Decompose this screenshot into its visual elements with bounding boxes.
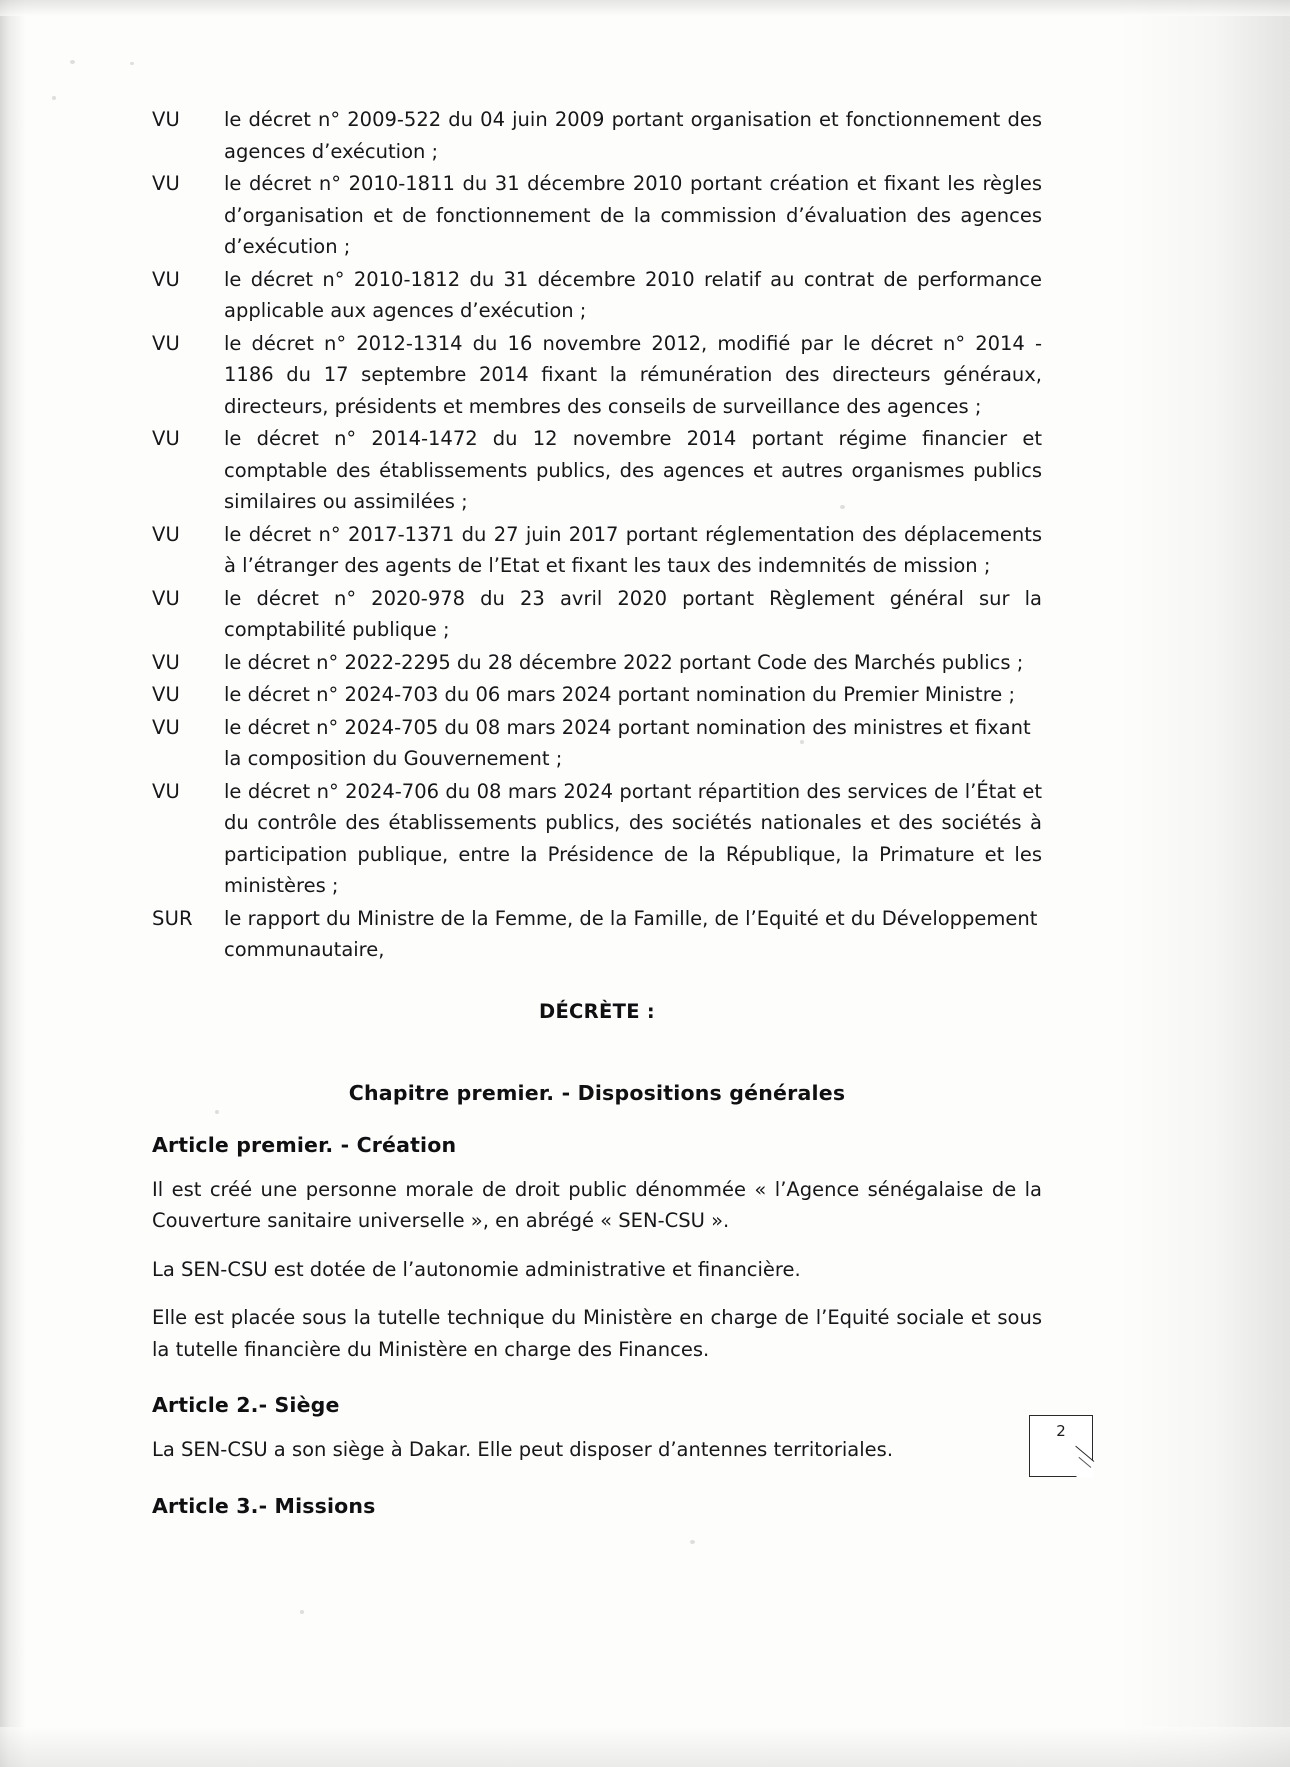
scan-speckle [52,96,56,100]
scan-edge-shadow-bottom [0,1727,1290,1767]
citation-row [152,647,1042,679]
article-2-paragraph: La SEN-CSU a son siège à Dakar. Elle peut disposer d’antennes territoriales. [152,1438,894,1461]
article-1-paragraph: Elle est placée sous la tutelle technique du Ministère en charge de l’Equité sociale et sous la tutelle financière du Ministère en charge des Finances. [152,1306,1042,1361]
citation-keyword: VU [152,586,181,610]
citation-text: le décret n° 2012-1314 du 16 novembre 2012, modifié par le décret n° 2014 - 1186 du 17 septembre 2014 fixant la rémunération des directeurs généraux, directeurs, présidents et membres des conseils de surveillance des agences ; [224,331,1042,418]
citation-row [152,776,1042,902]
citation-text: le décret n° 2020-978 du 23 avril 2020 portant Règlement général sur la comptabilité publique ; [224,586,1042,641]
document-body [152,104,1042,1518]
scan-edge-shadow-right [1120,0,1290,1767]
scan-edge-shadow-left [0,0,26,1767]
citation-text: le décret n° 2010-1811 du 31 décembre 2010 portant création et fixant les règles d’organisation et de fonctionnement de la commission d’évaluation des agences d’exécution ; [224,172,1042,258]
article-2-heading: Article 2.- Siège [152,1393,340,1417]
citation-row [152,328,1042,423]
citation-keyword: VU [152,522,181,546]
citation-row [152,168,1042,263]
citation-keyword: VU [152,715,181,739]
citation-text: le décret n° 2022-2295 du 28 décembre 2022 portant Code des Marchés publics ; [224,650,1024,674]
article-1-heading: Article premier. - Création [152,1132,457,1157]
citation-keyword: VU [152,172,181,195]
scan-speckle [300,1610,304,1614]
citation-keyword: VU [152,427,181,450]
citation-keyword: VU [152,267,181,291]
citation-text: le décret n° 2009-522 du 04 juin 2009 portant organisation et fonctionnement des agences d’exécution ; [224,108,1042,163]
citation-keyword: VU [152,650,181,674]
citation-row [152,712,1042,775]
citation-text: le rapport du Ministre de la Femme, de la Famille, de l’Equité et du Développement communautaire, [224,906,1038,961]
article-1-paragraph: Il est créé une personne morale de droit public dénommée « l’Agence sénégalaise de la Couverture sanitaire universelle », en abrégé « SEN-CSU ». [152,1177,1042,1232]
citation-keyword: VU [152,683,181,706]
scan-speckle [70,60,75,64]
citation-text: le décret n° 2024-705 du 08 mars 2024 portant nomination des ministres et fixant la composition du Gouvernement ; [224,715,1031,770]
citation-keyword: SUR [152,906,193,930]
citation-row [152,583,1042,646]
citation-row [152,679,1042,711]
scan-edge-shadow-top [0,0,1290,16]
citation-row [152,519,1042,582]
citation-row [152,903,1042,966]
citation-text: le décret n° 2024-706 du 08 mars 2024 portant répartition des services de l’État et du contrôle des établissements publics, des sociétés nationales et des sociétés à participation publique, entre la Présidence de la République, la Primature et les ministères ; [224,779,1042,897]
article-1-paragraph: La SEN-CSU est dotée de l’autonomie administrative et financière. [152,1257,801,1281]
citation-text: le décret n° 2010-1812 du 31 décembre 2010 relatif au contrat de performance applicable aux agences d’exécution ; [224,267,1042,322]
citation-row [152,264,1042,327]
citation-row [152,104,1042,167]
article-3-heading: Article 3.- Missions [152,1493,376,1518]
citation-row [152,423,1042,518]
chapter-heading: Chapitre premier. - Dispositions générales [348,1080,846,1105]
citation-keyword: VU [152,108,181,131]
page-number: 2 [1056,1422,1066,1440]
decrete-heading: DÉCRÈTE : [538,999,656,1023]
citation-keyword: VU [152,779,181,803]
citation-keyword: VU [152,331,181,355]
citation-text: le décret n° 2024-703 du 06 mars 2024 portant nomination du Premier Ministre ; [224,683,1016,706]
page-number-stamp [1029,1415,1093,1477]
scan-speckle [690,1540,695,1544]
citation-text: le décret n° 2014-1472 du 12 novembre 2014 portant régime financier et comptable des établissements publics, des agences et autres organismes publics similaires ou assimilées ; [224,427,1042,513]
scan-speckle [130,62,134,65]
citation-list [152,104,1042,966]
citation-text: le décret n° 2017-1371 du 27 juin 2017 portant réglementation des déplacements à l’étranger des agents de l’Etat et fixant les taux des indemnités de mission ; [224,522,1042,577]
